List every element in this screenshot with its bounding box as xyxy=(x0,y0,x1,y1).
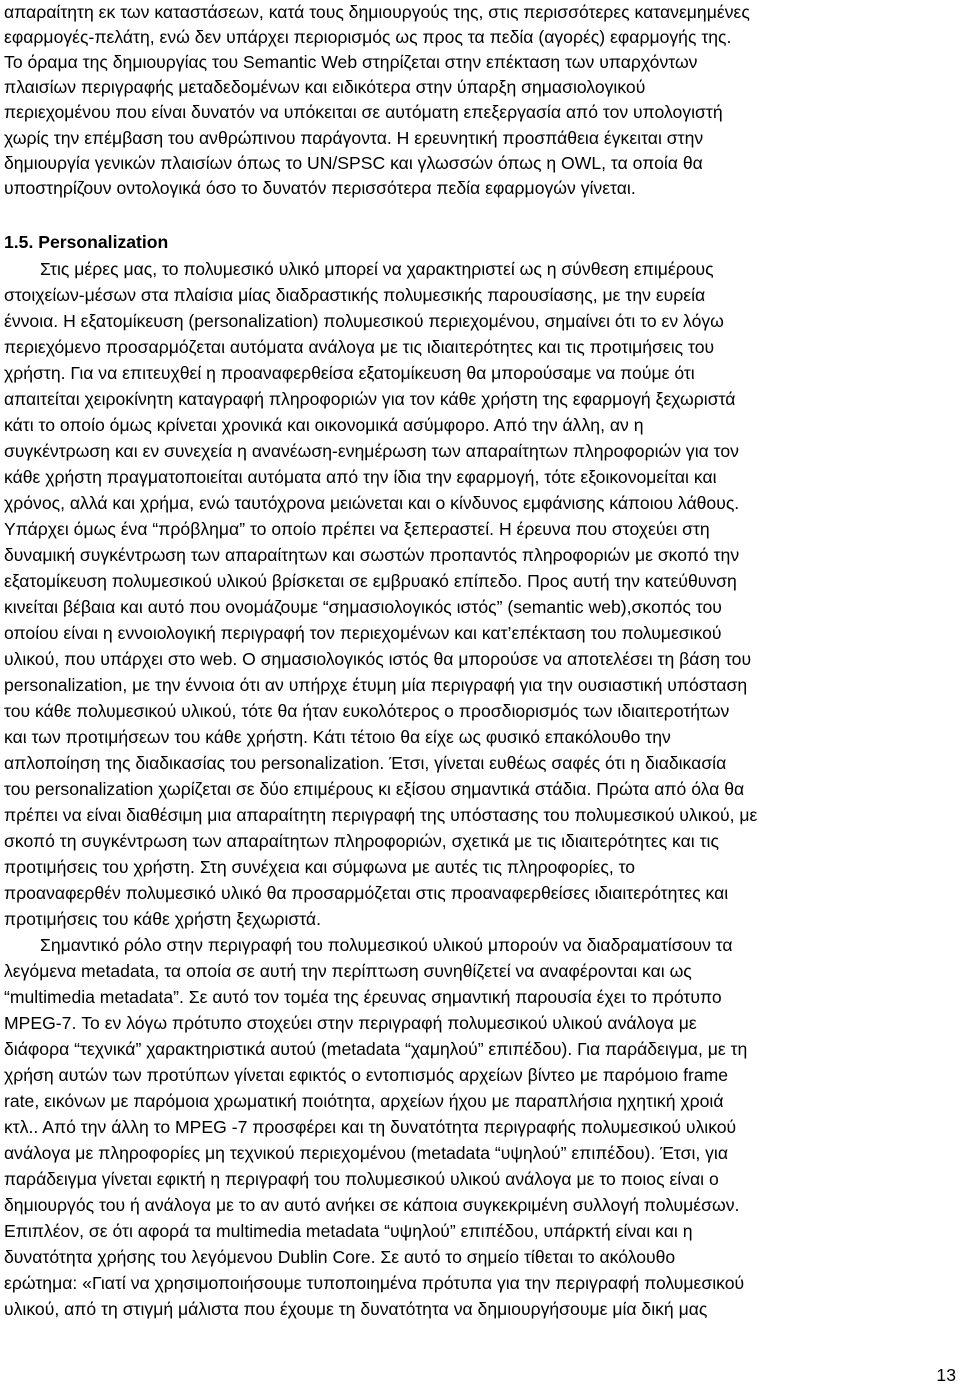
text-line: Στις μέρες μας, το πολυμεσικό υλικό μπορεί να χαρακτηριστεί ως η σύνθεση επιμέρους xyxy=(40,259,714,279)
text-line: κτλ.. Από την άλλη το MPEG -7 προσφέρει και τη δυνατότητα περιγραφής πολυμεσικού υλικού xyxy=(4,1117,737,1137)
text-line: Υπάρχει όμως ένα “πρόβλημα” το οποίο πρέπει να ξεπεραστεί. Η έρευνα που στοχεύει στη xyxy=(4,519,710,539)
text-line: υλικού, που υπάρχει στο web. Ο σημασιολογικός ιστός θα μπορούσε να αποτελέσει τη βάση του xyxy=(4,649,752,669)
text-line: παράδειγμα γίνεται εφικτή η περιγραφή του πολυμεσικού υλικού ανάλογα με το ποιος είναι ο xyxy=(4,1169,719,1189)
text-line: υποστηρίζουν οντολογικά όσο το δυνατόν περισσότερα πεδία εφαρμογών γίνεται. xyxy=(4,178,636,198)
text-line: του personalization χωρίζεται σε δύο επιμέρους κι εξίσου σημαντικά στάδια. Πρώτα από όλα θα xyxy=(4,779,745,799)
text-line: κινείται βέβαια και αυτό που ονομάζουμε “σημασιολογικός ιστός” (semantic web),σκοπός του xyxy=(4,597,722,617)
text-line: Σημαντικό ρόλο στην περιγραφή του πολυμεσικού υλικού μπορούν να διαδραματίσουν τα xyxy=(40,935,733,955)
section-number: 1.5. xyxy=(4,232,34,252)
section-heading xyxy=(4,230,168,254)
text-line: χρήστη. Για να επιτευχθεί η προαναφερθείσα εξατομίκευση θα μπορούσαμε να πούμε ότι xyxy=(4,363,695,383)
text-line: προτιμήσεις του κάθε χρήστη ξεχωριστά. xyxy=(4,909,321,929)
text-line: personalization, με την έννοια ότι αν υπήρχε έτυμη μία περιγραφή για την ουσιαστική υπόσταση xyxy=(4,675,748,695)
text-line: MPEG-7. Το εν λόγω πρότυπο στοχεύει στην περιγραφή πολυμεσικού υλικού ανάλογα με xyxy=(4,1013,697,1033)
text-line: “multimedia metadata”. Σε αυτό τον τομέα της έρευνας σημαντική παρουσία έχει το πρότυπο xyxy=(4,987,722,1007)
text-line: πλαισίων περιγραφής μεταδεδομένων και ειδικότερα στην ύπαρξη σημασιολογικού xyxy=(4,77,646,97)
text-line: και των προτιμήσεων του κάθε χρήστη. Κάτι τέτοιο θα είχε ως φυσικό επακόλουθο την xyxy=(4,727,671,747)
text-line: κάθε χρήστη πραγματοποιείται αυτόματα από την ίδια την εφαρμογή, τότε εξοικονομείται και xyxy=(4,467,717,487)
text-line: rate, εικόνων με παρόμοια χρωματική ποιότητα, αρχείων ήχου με παραπλήσια ηχητική χροιά xyxy=(4,1091,724,1111)
text-line: δυνατότητα χρήσης του λεγόμενου Dublin Core. Σε αυτό το σημείο τίθεται το ακόλουθο xyxy=(4,1247,676,1267)
text-line: απαιτείται χειροκίνητη καταγραφή πληροφοριών για τον κάθε χρήστη της εφαρμογή ξεχωριστά xyxy=(4,389,736,409)
text-line: του κάθε πολυμεσικού υλικού, τότε θα ήταν ευκολότερος ο προσδιορισμός των ιδιαιτεροτήτων xyxy=(4,701,730,721)
text-line: περιεχόμενο προσαρμόζεται αυτόματα ανάλογα με τις ιδιαιτερότητες και τις προτιμήσεις του xyxy=(4,337,715,357)
text-line: κάτι το οποίο όμως κρίνεται χρονικά και οικονομικά ασύμφορο. Από την άλλη, αν η xyxy=(4,415,644,435)
text-line: συγκέντρωση και εν συνεχεία η ανανέωση-ενημέρωση των απαραίτητων πληροφοριών για τον xyxy=(4,441,739,461)
text-line: πρέπει να είναι διαθέσιμη μια απαραίτητη περιγραφή της υπόστασης του πολυμεσικού υλικού, με xyxy=(4,805,758,825)
text-line: έννοια. Η εξατομίκευση (personalization) πολυμεσικού περιεχομένου, σημαίνει ότι το εν λόγω xyxy=(4,311,724,331)
text-line: σκοπό τη συγκέντρωση των απαραίτητων πληροφοριών, σχετικά με τις ιδιαιτερότητες και τις xyxy=(4,831,719,851)
section-title: Personalization xyxy=(38,232,169,252)
text-line: χρόνος, αλλά και χρήμα, ενώ ταυτόχρονα μειώνεται και ο κίνδυνος εμφάνισης κάποιου λάθους. xyxy=(4,493,740,513)
text-line: εξατομίκευση πολυμεσικού υλικού βρίσκεται σε εμβρυακό επίπεδο. Προς αυτή την κατεύθυνση xyxy=(4,571,737,591)
text-line: προτιμήσεις του χρήστη. Στη συνέχεια και σύμφωνα με αυτές τις πληροφορίες, το xyxy=(4,857,636,877)
text-line: περιεχομένου που είναι δυνατόν να υπόκειται σε αυτόματη επεξεργασία από τον υπολογιστή xyxy=(4,102,723,122)
text-line: δυναμική συγκέντρωση των απαραίτητων και σωστών προπαντός πληροφοριών με σκοπό την xyxy=(4,545,740,565)
text-line: χωρίς την επέμβαση του ανθρώπινου παράγοντα. Η ερευνητική προσπάθεια έγκειται στην xyxy=(4,128,704,148)
text-line: λεγόμενα metadata, τα οποία σε αυτή την περίπτωση συνηθίζετεί να αναφέρονται και ως xyxy=(4,961,692,981)
text-line: ερώτημα: «Γιατί να χρησιμοποιήσουμε τυποποιημένα πρότυπα για την περιγραφή πολυμεσικού xyxy=(4,1273,745,1293)
text-line: ανάλογα με πληροφορίες μη τεχνικού περιεχομένου (metadata “υψηλού” επιπέδου). Έτσι, για xyxy=(4,1143,729,1163)
text-line: χρήση αυτών των προτύπων γίνεται εφικτός ο εντοπισμός αρχείων βίντεο με παρόμοιο frame xyxy=(4,1065,729,1085)
text-line: απλοποίηση της διαδικασίας του personalization. Έτσι, γίνεται ευθέως σαφές ότι η διαδικασία xyxy=(4,753,727,773)
text-line: προαναφερθέν πολυμεσικό υλικό θα προσαρμόζεται στις προαναφερθείσες ιδιαιτερότητες και xyxy=(4,883,729,903)
text-line: διάφορα “τεχνικά” χαρακτηριστικά αυτού (metadata “χαμηλού” επιπέδου). Για παράδειγμα, με τη xyxy=(4,1039,748,1059)
text-line: εφαρμογές-πελάτη, ενώ δεν υπάρχει περιορισμός ως προς τα πεδία (αγορές) εφαρμογής της. xyxy=(4,27,732,47)
text-line: δημιουργία γενικών πλαισίων όπως το UN/SPSC και γλωσσών όπως η OWL, τα οποία θα xyxy=(4,153,703,173)
text-line: οποίου είναι η εννοιολογική περιγραφή τον περιεχομένων και κατ’επέκταση του πολυμεσικού xyxy=(4,623,722,643)
text-line: στοιχείων-μέσων στα πλαίσια μίας διαδραστικής πολυμεσικής παρουσίασης, με την ευρεία xyxy=(4,285,706,305)
text-line: υλικού, από τη στιγμή μάλιστα που έχουμε τη δυνατότητα να δημιουργήσουμε μία δική μας xyxy=(4,1299,708,1319)
text-line: απαραίτητη εκ των καταστάσεων, κατά τους δημιουργούς της, στις περισσότερες κατανεμημένες xyxy=(4,2,750,22)
page-number: 13 xyxy=(936,1365,956,1385)
text-line: Το όραμα της δημιουργίας του Semantic Web στηρίζεται στην επέκταση των υπαρχόντων xyxy=(4,52,698,72)
text-line: δημιουργός του ή ανάλογα με το αν αυτό ανήκει σε κάποια συγκεκριμένη συλλογή πολυμέσων. xyxy=(4,1195,740,1215)
text-line: Επιπλέον, σε ότι αφορά τα multimedia metadata “υψηλού” επιπέδου, υπάρκτή είναι και η xyxy=(4,1221,693,1241)
